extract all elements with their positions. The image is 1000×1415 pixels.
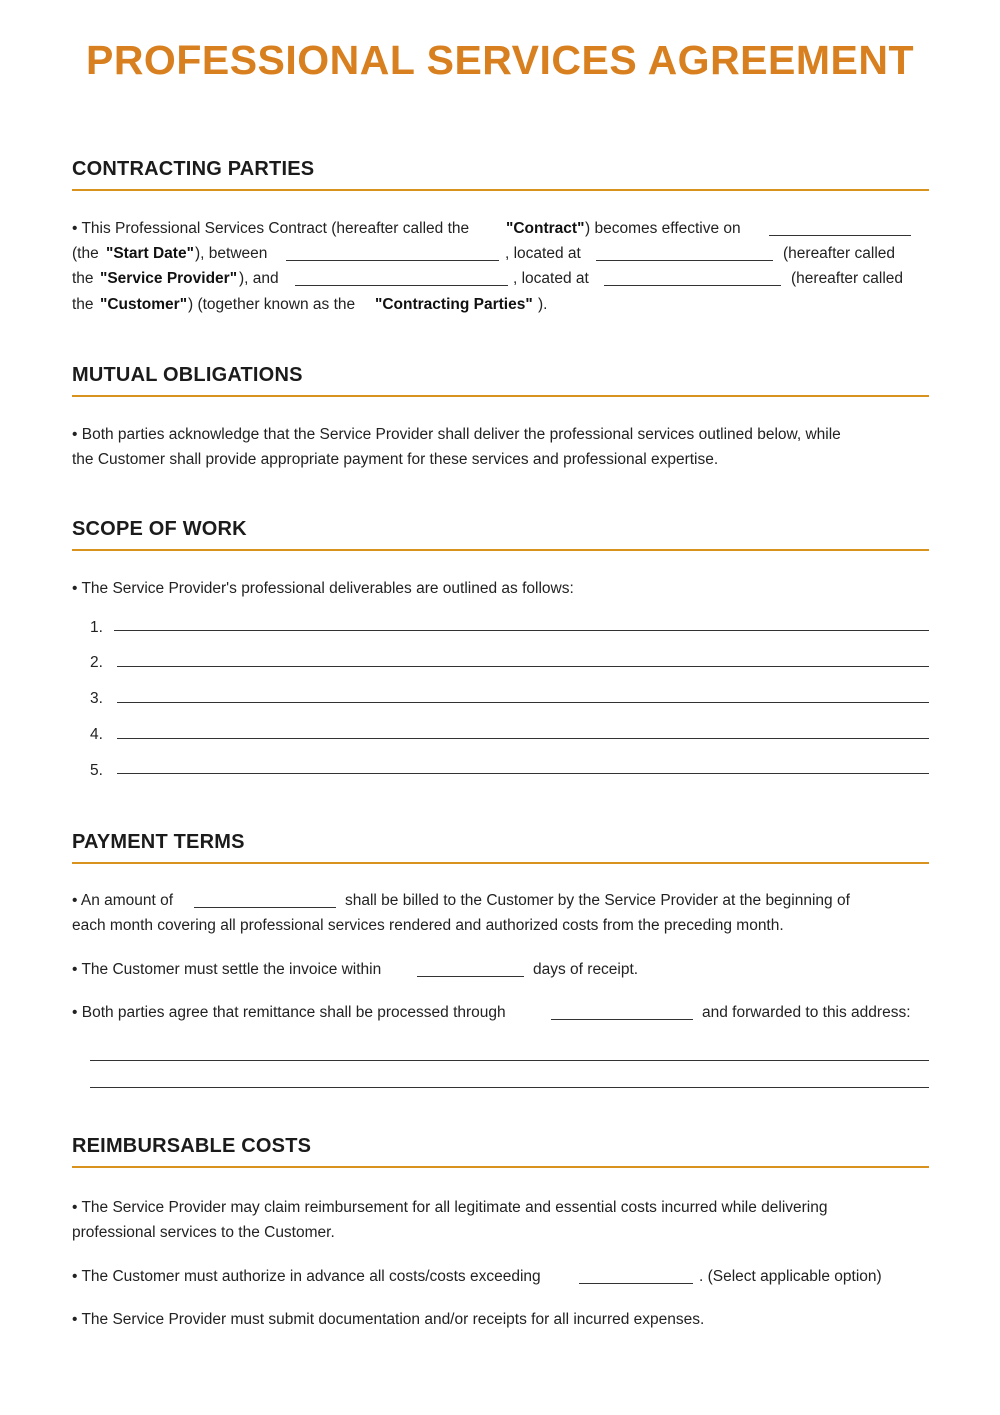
start-date-blank[interactable] [769,235,911,236]
deliverable-number: 5. [90,762,103,779]
invoice-days-blank[interactable] [417,976,524,977]
parties-text: ), and [239,270,279,287]
obligations-line-2: the Customer shall provide appropriate payment for these services and professional expertise. [72,451,719,468]
customer-address-blank[interactable] [604,285,781,286]
payment-text: and forwarded to this address: [702,1004,911,1021]
section-heading-mutual-obligations: MUTUAL OBLIGATIONS [72,362,929,397]
deliverable-number: 3. [90,690,103,707]
deliverable-number: 4. [90,726,103,743]
term-customer: "Customer" [100,296,188,313]
deliverable-blank-4[interactable] [117,738,929,739]
reimbursable-text: • The Customer must authorize in advance all costs/costs exceeding [72,1268,541,1285]
section-heading-scope-of-work: SCOPE OF WORK [72,516,929,551]
amount-blank[interactable] [194,907,336,908]
section-heading-payment-terms: PAYMENT TERMS [72,829,929,864]
payment-text: • The Customer must settle the invoice within [72,961,382,978]
parties-text: ). [538,296,548,313]
reimbursable-text: . (Select applicable option) [699,1268,882,1285]
deliverable-blank-3[interactable] [117,702,929,703]
deliverable-blank-2[interactable] [117,666,929,667]
parties-text: the [72,270,94,287]
payment-text: • An amount of [72,892,174,909]
payment-line-2: each month covering all professional services rendered and authorized costs from the preceding month. [72,917,784,934]
deliverable-number: 1. [90,619,103,636]
payment-text: • Both parties agree that remittance shall be processed through [72,1004,506,1021]
parties-text: • This Professional Services Contract (hereafter called the [72,220,470,237]
parties-text: (hereafter called [791,270,904,287]
reimbursable-line-3 [72,1264,932,1290]
parties-text: the [72,296,94,313]
scope-intro: • The Service Provider's professional deliverables are outlined as follows: [72,580,574,597]
term-contracting-parties: "Contracting Parties" [375,296,533,313]
reimbursable-line-2: professional services to the Customer. [72,1224,335,1241]
customer-name-blank[interactable] [295,285,508,286]
payment-text: days of receipt. [533,961,639,978]
parties-text: ) (together known as the [188,296,356,313]
deliverable-blank-5[interactable] [117,773,929,774]
term-contract: "Contract" [506,220,585,237]
section-heading-reimbursable-costs: REIMBURSABLE COSTS [72,1133,929,1168]
parties-text: ), between [195,245,268,262]
service-provider-name-blank[interactable] [286,260,499,261]
reimbursable-line-1: • The Service Provider may claim reimbursement for all legitimate and essential costs incurred while delivering [72,1199,828,1216]
parties-line-4 [72,292,932,318]
cost-threshold-blank[interactable] [579,1283,693,1284]
payment-line-4 [72,1000,932,1026]
remittance-method-blank[interactable] [551,1019,693,1020]
remittance-address-blank-1[interactable] [90,1060,929,1061]
section-heading-contracting-parties: CONTRACTING PARTIES [72,156,929,191]
service-provider-address-blank[interactable] [596,260,773,261]
term-start-date: "Start Date" [106,245,194,262]
deliverable-blank-1[interactable] [114,630,929,631]
payment-line-1 [72,888,932,914]
payment-line-3 [72,957,932,983]
parties-line-1 [72,216,932,242]
parties-text: , located at [505,245,581,262]
parties-line-2 [72,241,932,267]
deliverable-number: 2. [90,654,103,671]
parties-line-3 [72,266,932,292]
remittance-address-blank-2[interactable] [90,1087,929,1088]
reimbursable-line-4: • The Service Provider must submit documentation and/or receipts for all incurred expenses. [72,1311,705,1328]
parties-text: (hereafter called [783,245,896,262]
payment-text: shall be billed to the Customer by the Service Provider at the beginning of [345,892,850,909]
document-title: PROFESSIONAL SERVICES AGREEMENT [85,37,915,83]
parties-text: , located at [513,270,589,287]
parties-text: (the [72,245,99,262]
parties-text: ) becomes effective on [585,220,741,237]
term-service-provider: "Service Provider" [100,270,238,287]
obligations-line-1: • Both parties acknowledge that the Service Provider shall deliver the professional services outlined below, while [72,426,841,443]
